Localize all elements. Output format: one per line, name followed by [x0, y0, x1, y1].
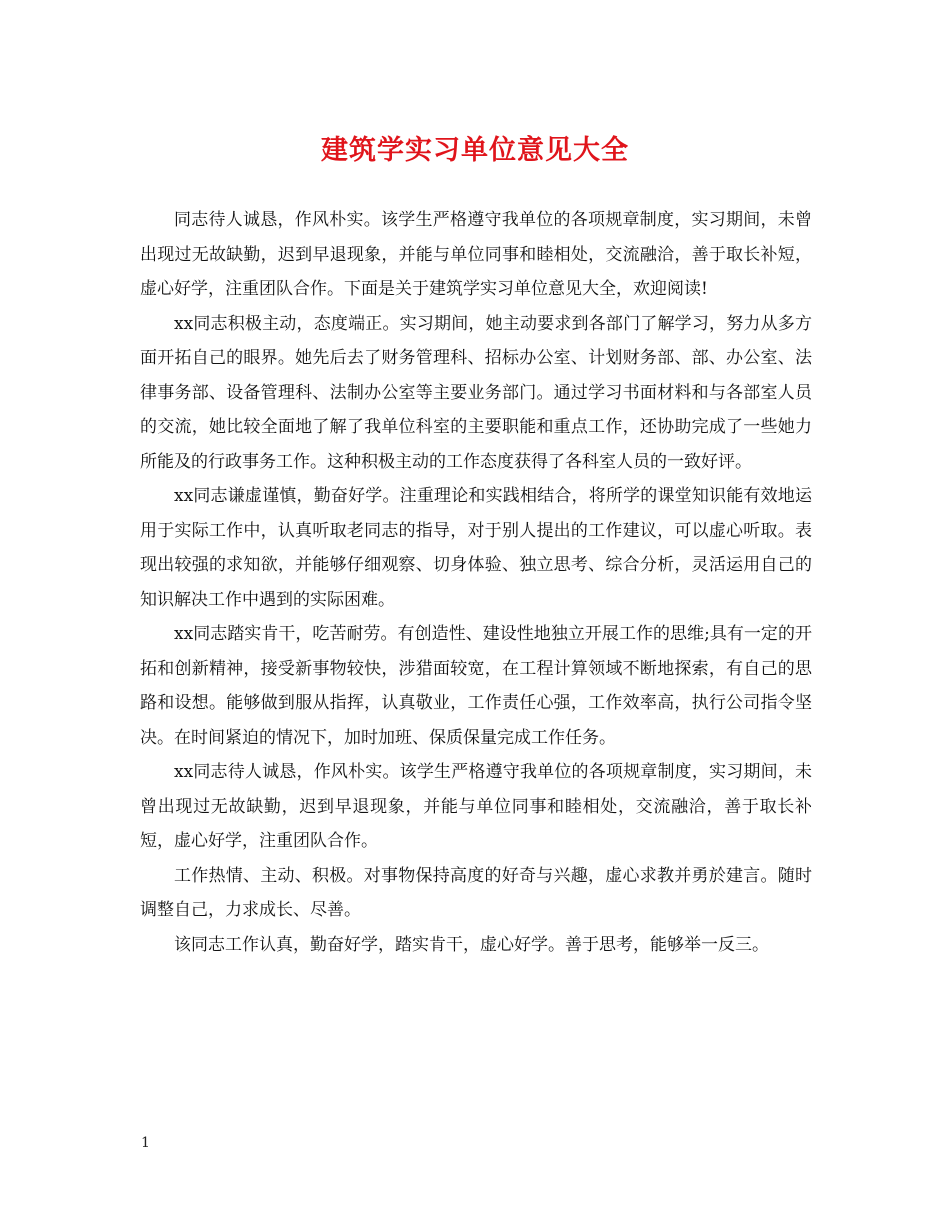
page-number: 1: [141, 1135, 150, 1151]
paragraph-modest: xx同志谦虚谨慎，勤奋好学。注重理论和实践相结合，将所学的课堂知识能有效地运用于实际工作中，认真听取老同志的指导，对于别人提出的工作建议，可以虚心听取。表现出较强的求知欲，并能够仔细观察、切身体验、独立思考、综合分析，灵活运用自己的知识解决工作中遇到的实际困难。: [140, 486, 812, 610]
paragraph-intro: 同志待人诚恳，作风朴实。该学生严格遵守我单位的各项规章制度，实习期间，未曾出现过无故缺勤，迟到早退现象，并能与单位同事和睦相处，交流融洽，善于取长补短，虚心好学，注重团队合作。下面是关于建筑学实习单位意见大全，欢迎阅读!: [140, 210, 812, 299]
paragraph-enthusiastic: 工作热情、主动、积极。对事物保持高度的好奇与兴趣，虚心求教并勇於建言。随时调整自己，力求成长、尽善。: [140, 865, 812, 920]
document-body: [140, 203, 812, 962]
paragraph-diligent: xx同志踏实肯干，吃苦耐劳。有创造性、建设性地独立开展工作的思维;具有一定的开拓和创新精神，接受新事物较快，涉猎面较宽，在工程计算领域不断地探索，有自己的思路和设想。能够做到服从指挥，认真敬业，工作责任心强，工作效率高，执行公司指令坚决。在时间紧迫的情况下，加时加班、保质保量完成工作任务。: [140, 624, 812, 748]
document-title: 建筑学实习单位意见大全: [321, 135, 629, 166]
paragraph-serious: 该同志工作认真，勤奋好学，踏实肯干，虚心好学。善于思考，能够举一反三。: [174, 934, 769, 955]
paragraph-proactive: xx同志积极主动，态度端正。实习期间，她主动要求到各部门了解学习，努力从多方面开拓自己的眼界。她先后去了财务管理科、招标办公室、计划财务部、部、办公室、法律事务部、设备管理科、法制办公室等主要业务部门。通过学习书面材料和与各部室人员的交流，她比较全面地了解了我单位科室的主要职能和重点工作，还协助完成了一些她力所能及的行政事务工作。这种积极主动的工作态度获得了各科室人员的一致好评。: [140, 313, 812, 472]
paragraph-sincere: xx同志待人诚恳，作风朴实。该学生严格遵守我单位的各项规章制度，实习期间，未曾出现过无故缺勤，迟到早退现象，并能与单位同事和睦相处，交流融洽，善于取长补短，虚心好学，注重团队合作。: [140, 762, 812, 851]
